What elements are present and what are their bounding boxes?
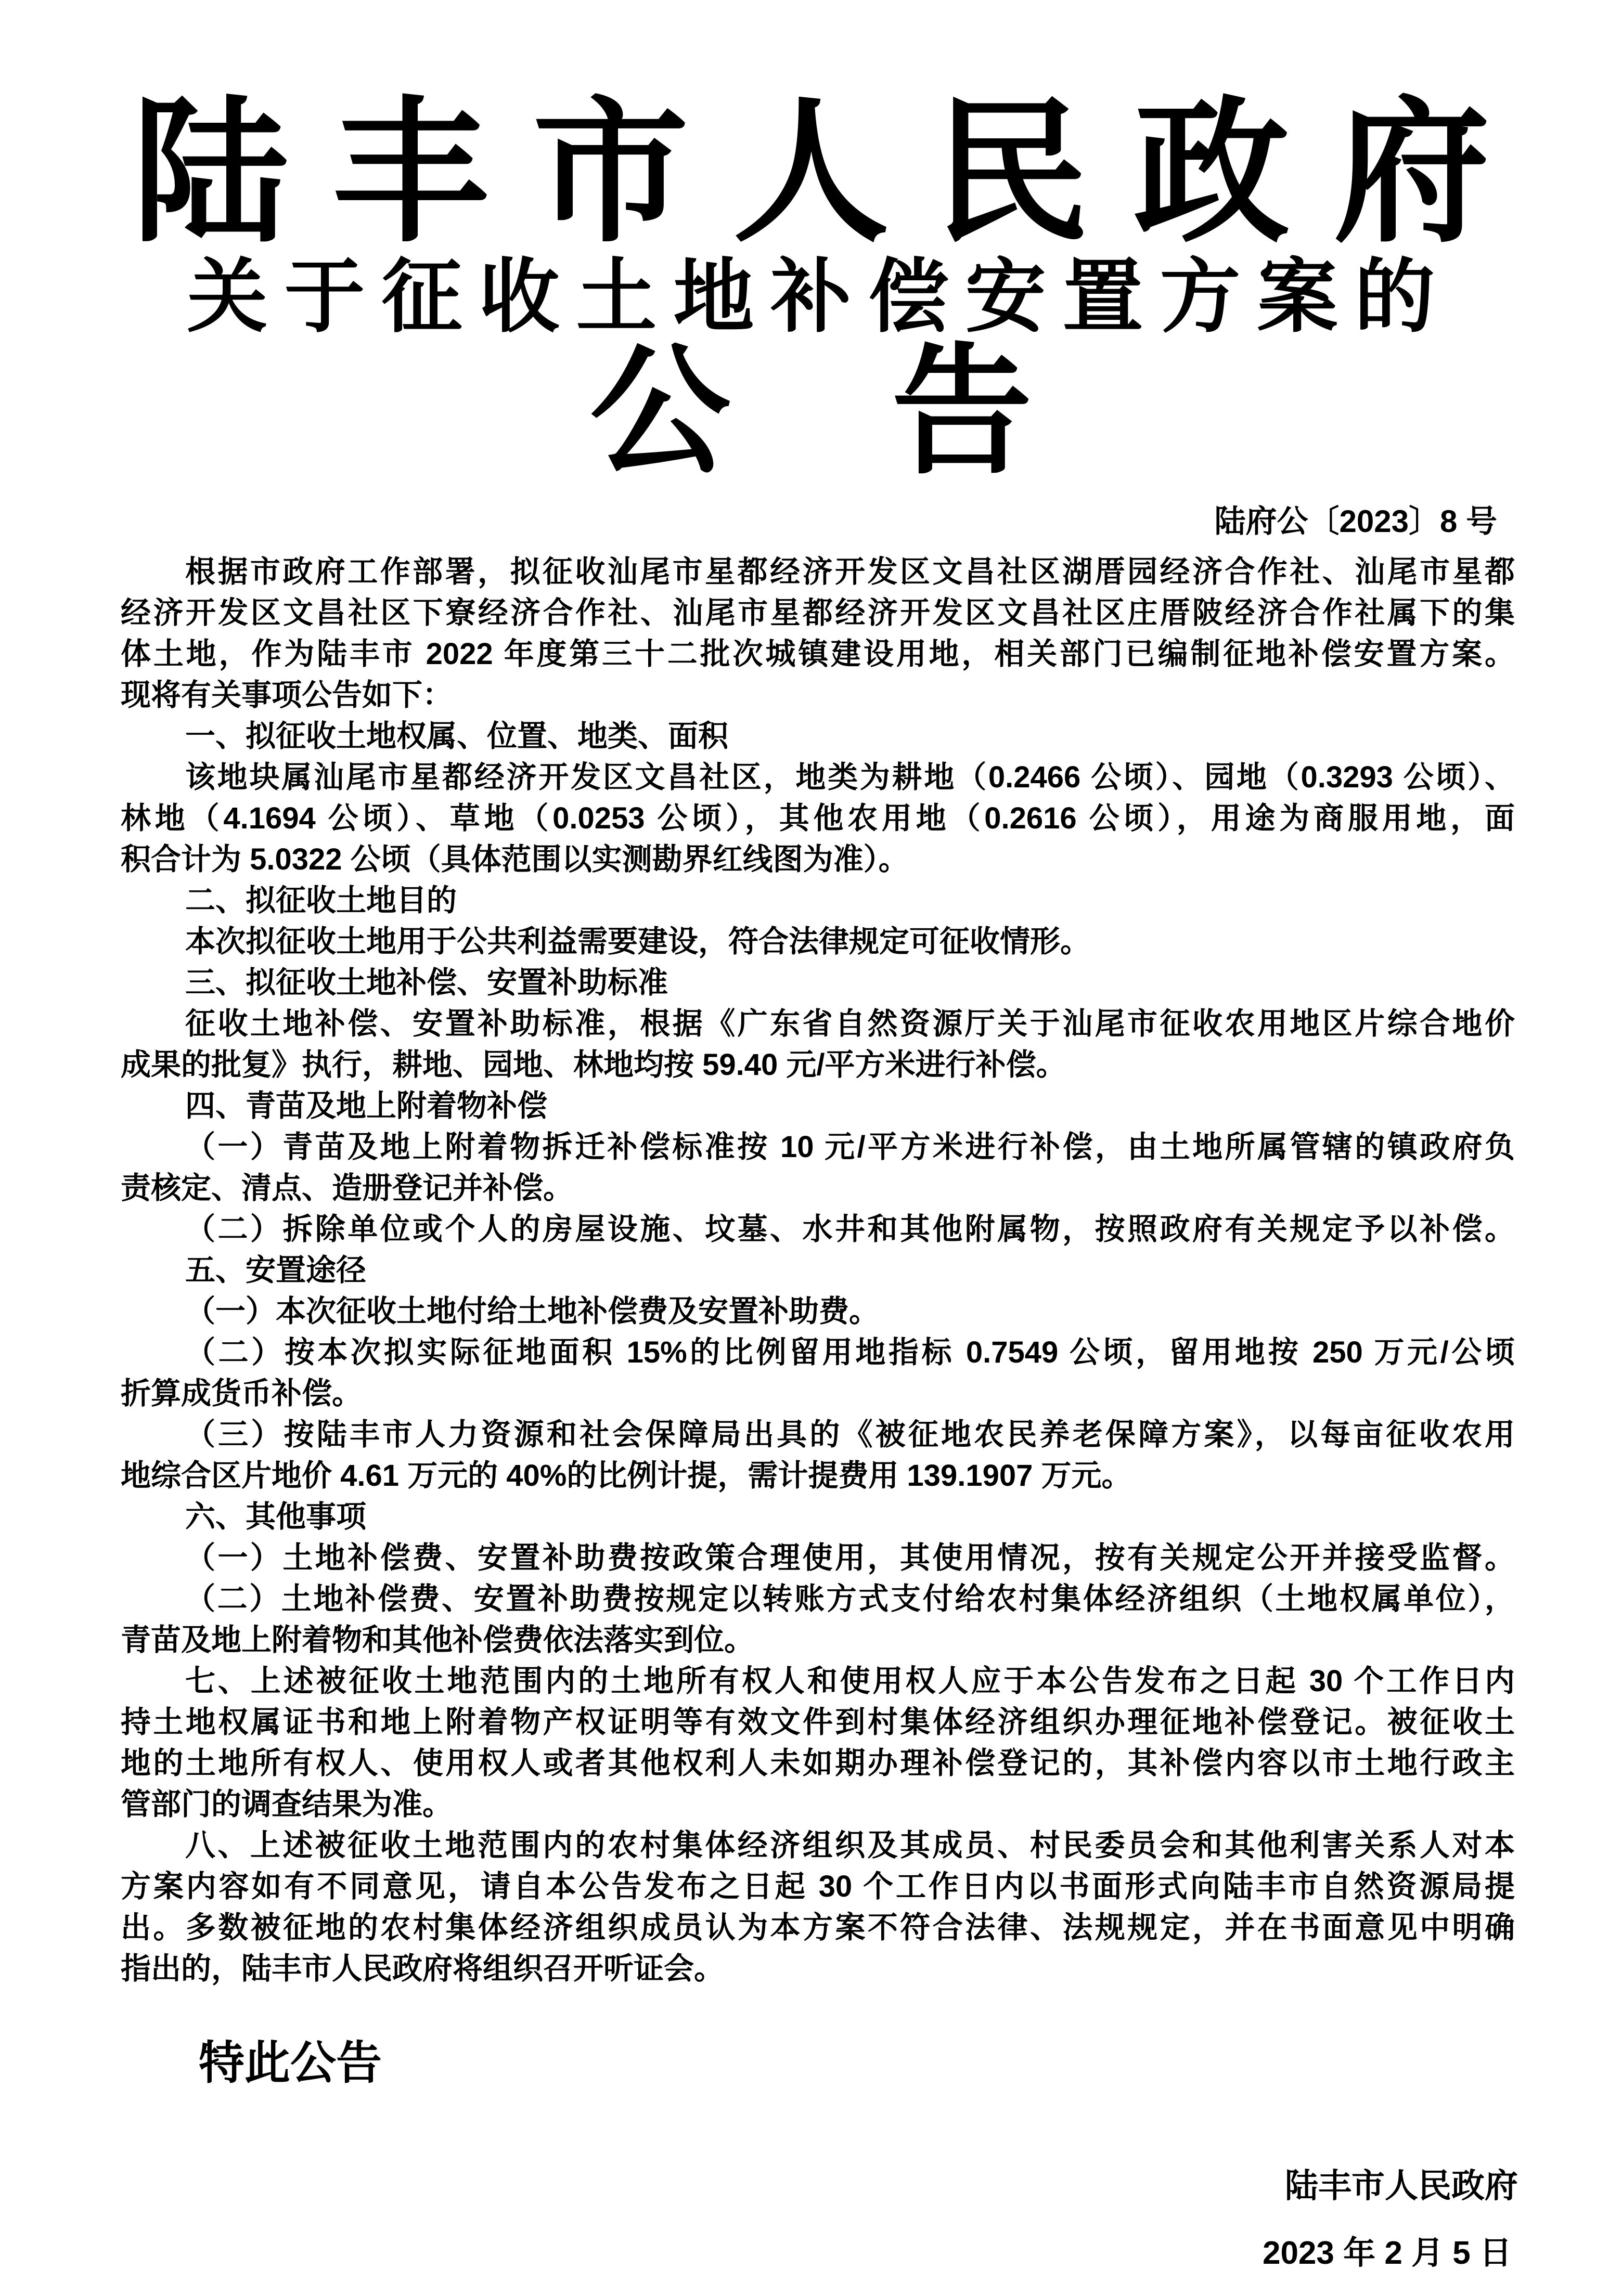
body-line: 指出的，陆丰市人民政府将组织召开听证会。	[121, 1952, 725, 1986]
body-line: （一）本次征收土地付给土地补偿费及安置补助费。	[185, 1294, 880, 1328]
body-line: （一）青苗及地上附着物拆迁补偿标准按 10 元/平方米进行补偿，由土地所属管辖的镇政府负	[185, 1130, 1515, 1164]
body-line: 林地（4.1694 公顷）、草地（0.0253 公顷），其他农用地（0.2616 公顷），用途为商服用地，面	[121, 801, 1515, 835]
body-line: 本次拟征收土地用于公共利益需要建设，符合法律规定可征收情形。	[185, 925, 1091, 958]
body-line: 方案内容如有不同意见，请自本公告发布之日起 30 个工作日内以书面形式向陆丰市自然资源局提	[121, 1870, 1515, 1903]
body-line: 根据市政府工作部署，拟征收汕尾市星都经济开发区文昌社区湖厝园经济合作社、汕尾市星都	[185, 555, 1515, 589]
body-line: 七、上述被征收土地范围内的土地所有权人和使用权人应于本公告发布之日起 30 个工作日内	[185, 1664, 1515, 1698]
body-line: 三、拟征收土地补偿、安置补助标准	[185, 966, 668, 1000]
document-header	[0, 88, 1622, 539]
body-line: 管部门的调查结果为准。	[121, 1787, 453, 1821]
body-line: 二、拟征收土地目的	[185, 884, 457, 917]
body-line: 现将有关事项公告如下：	[121, 678, 453, 712]
body-line: 征收土地补偿、安置补助标准，根据《广东省自然资源厅关于汕尾市征收农用地区片综合地价	[185, 1007, 1515, 1041]
issue-date: 2023 年 2 月 5 日	[1262, 2235, 1512, 2271]
document-body	[121, 551, 1515, 1989]
closing-phrase: 特此公告	[199, 2039, 382, 2089]
body-line: （二）土地补偿费、安置补助费按规定以转账方式支付给农村集体经济组织（土地权属单位），	[185, 1582, 1515, 1616]
body-line: 地综合区片地价 4.61 万元的 40%的比例计提，需计提费用 139.1907 万元。	[121, 1459, 1132, 1493]
issuing-org-title: 陆丰市人民政府	[132, 88, 1534, 261]
body-line: 该地块属汕尾市星都经济开发区文昌社区，地类为耕地（0.2466 公顷）、园地（0.3293 公顷）、	[185, 760, 1515, 794]
body-line: 青苗及地上附着物和其他补偿费依法落实到位。	[121, 1623, 755, 1657]
body-line: 经济开发区文昌社区下寮经济合作社、汕尾市星都经济开发区文昌社区庄厝陂经济合作社属下的集	[121, 596, 1515, 630]
issuer-signature: 陆丰市人民政府	[1285, 2167, 1518, 2204]
body-line: 八、上述被征收土地范围内的农村集体经济组织及其成员、村民委员会和其他利害关系人对本	[185, 1828, 1515, 1862]
body-line: （一）土地补偿费、安置补助费按政策合理使用，其使用情况，按有关规定公开并接受监督。	[185, 1541, 1515, 1575]
body-line: 四、青苗及地上附着物补偿	[185, 1089, 548, 1123]
body-line: 责核定、清点、造册登记并补偿。	[121, 1171, 574, 1205]
body-line: 地的土地所有权人、使用权人或者其他权利人未如期办理补偿登记的，其补偿内容以市土地行政主	[121, 1746, 1515, 1780]
body-line: 积合计为 5.0322 公顷（具体范围以实测勘界红线图为准）。	[121, 842, 909, 876]
body-line: 折算成货币补偿。	[121, 1377, 363, 1410]
body-line: 体土地，作为陆丰市 2022 年度第三十二批次城镇建设用地，相关部门已编制征地补偿安置方案。	[121, 637, 1515, 671]
body-line: 成果的批复》执行，耕地、园地、林地均按 59.40 元/平方米进行补偿。	[121, 1048, 1066, 1082]
body-line: （三）按陆丰市人力资源和社会保障局出具的《被征地农民养老保障方案》，以每亩征收农用	[185, 1418, 1515, 1451]
body-line: 一、拟征收土地权属、位置、地类、面积	[185, 719, 729, 753]
body-line: （二）按本次拟实际征地面积 15%的比例留用地指标 0.7549 公顷，留用地按 250 万元/公顷	[185, 1335, 1515, 1369]
body-line: 持土地权属证书和地上附着物产权证明等有效文件到村集体经济组织办理征地补偿登记。被征收土	[121, 1705, 1515, 1739]
document-subject-line: 关于征收土地补偿安置方案的	[187, 253, 1452, 342]
document-number: 陆府公〔2023〕8 号	[1214, 504, 1497, 539]
body-line: 出。多数被征地的农村集体经济组织成员认为本方案不符合法律、法规规定，并在书面意见中明确	[121, 1911, 1515, 1944]
body-line: 六、其他事项	[185, 1500, 367, 1534]
body-line: 五、安置途径	[185, 1253, 367, 1287]
document-type-title: 公 告	[590, 335, 1042, 491]
body-line: （二）拆除单位或个人的房屋设施、坟墓、水井和其他附属物，按照政府有关规定予以补偿。	[185, 1212, 1515, 1246]
